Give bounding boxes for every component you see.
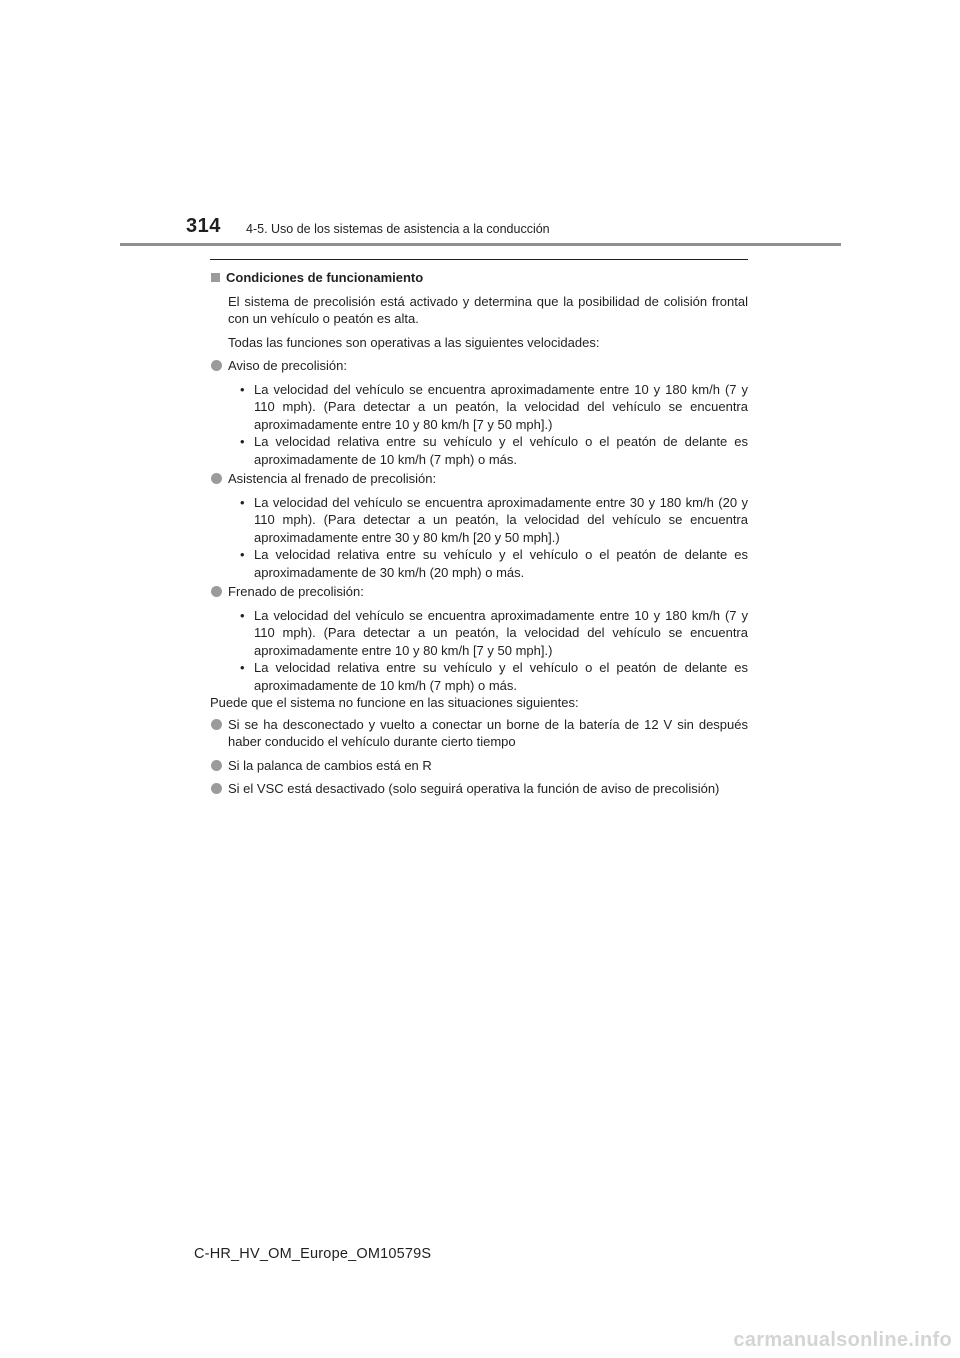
intro-paragraph: El sistema de precolisión está activado y determina que la posibilidad de colisión frontal con un vehículo o peatón es alta. [228,293,748,326]
function-title [210,583,748,601]
limitation-item [210,757,748,775]
footer-document-code: C-HR_HV_OM_Europe_OM10579S [194,1246,432,1262]
function-conditions [210,381,748,469]
limitation-item [210,716,748,751]
condition-text: La velocidad del vehículo se encuentra aproximadamente entre 10 y 180 km/h (7 y 110 mph). (Para detectar a un peatón, la velocidad del vehículo se encuentra aproximadamente entre 10 y 80 km/h [7 y 50 mph].) [254,381,748,432]
page-header [0,0,960,250]
limitation-text: Si la palanca de cambios está en R [228,757,432,773]
function-title-text: Aviso de precolisión: [228,358,347,373]
header-divider [120,243,841,246]
function-title-text: Asistencia al frenado de precolisión: [228,471,437,486]
condition-item [210,546,748,581]
function-title [210,470,748,488]
condition-text: La velocidad del vehículo se encuentra aproximadamente entre 10 y 180 km/h (7 y 110 mph). (Para detectar a un peatón, la velocidad del vehículo se encuentra aproximadamente entre 10 y 80 km/h [7 y 50 mph].) [254,607,748,658]
condition-item [210,433,748,468]
dot-marker-icon: • [240,434,245,449]
square-bullet-icon [211,273,220,282]
function-title-text: Frenado de precolisión: [228,584,364,599]
condition-item [210,607,748,660]
section-title: 4-5. Uso de los sistemas de asistencia a la conducción [246,222,550,236]
limitations-intro: Puede que el sistema no funcione en las situaciones siguientes: [210,695,579,710]
limitation-text: Si se ha desconectado y vuelto a conectar un borne de la batería de 12 V sin después haber conducido el vehículo durante cierto tiempo [228,716,748,749]
page-content [210,259,748,804]
condition-text: La velocidad relativa entre su vehículo y el vehículo o el peatón de delante es aproximadamente de 30 km/h (20 mph) o más. [254,547,748,580]
dot-marker-icon: • [240,660,245,675]
speeds-intro: Todas las funciones son operativas a las siguientes velocidades: [228,334,600,350]
condition-text: La velocidad del vehículo se encuentra aproximadamente entre 30 y 180 km/h (20 y 110 mph). (Para detectar a un peatón, la velocidad del vehículo se encuentra aproximadamente entre 30 y 80 km/h [20 y 50 mph].) [254,494,748,545]
function-title [210,357,748,375]
heading-text: Condiciones de funcionamiento [226,270,424,285]
round-bullet-icon [211,760,222,771]
condition-item [210,494,748,547]
round-bullet-icon [211,586,222,597]
dot-marker-icon: • [240,494,245,510]
dot-marker-icon: • [240,607,245,623]
round-bullet-icon [211,719,222,730]
condition-text: La velocidad relativa entre su vehículo y el vehículo o el peatón de delante es aproximadamente de 10 km/h (7 mph) o más. [254,434,748,467]
limitation-item [210,780,748,798]
function-conditions [210,607,748,695]
dot-marker-icon: • [240,381,245,397]
condition-item [210,381,748,434]
limitation-text: Si el VSC está desactivado (solo seguirá operativa la función de aviso de precolisión) [228,781,720,796]
function-conditions [210,494,748,582]
page-number: 314 [186,215,221,237]
round-bullet-icon [211,360,222,371]
round-bullet-icon [211,783,222,794]
condition-item [210,659,748,694]
content-top-rule [210,259,748,260]
section-heading [210,269,748,287]
condition-text: La velocidad relativa entre su vehículo y el vehículo o el peatón de delante es aproximadamente de 10 km/h (7 mph) o más. [254,660,748,693]
watermark-text: carmanualsonline.info [733,1329,952,1351]
dot-marker-icon: • [240,547,245,562]
round-bullet-icon [211,473,222,484]
